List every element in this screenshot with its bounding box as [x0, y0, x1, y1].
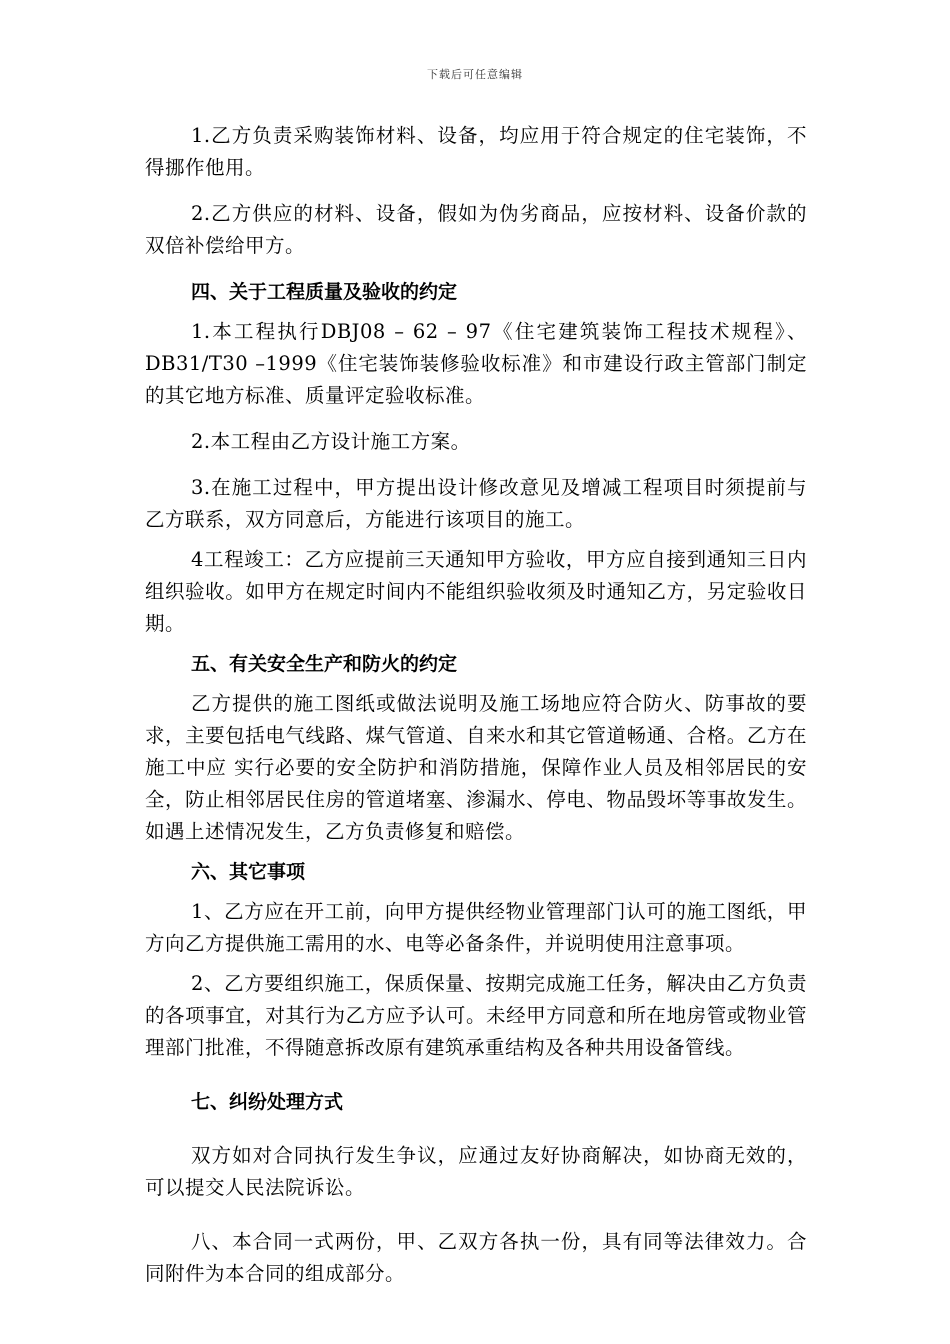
clause-design-plan: 2.本工程由乙方设计施工方案。 [191, 430, 471, 453]
clause-dispute-resolution: 双方如对合同执行发生争议，应通过友好协商解决，如协商无效的，可以提交人民法院诉讼。 [145, 1144, 807, 1199]
header-note: 下载后可任意编辑 [427, 68, 523, 81]
clause-construction-organization: 2、乙方要组织施工，保质保量、按期完成施工任务，解决由乙方负责的各项事宜，对其行为乙方应予认可。未经甲方同意和所在地房管或物业管理部门批准，不得随意拆改原有建筑承重结构及各种共用设备管线。 [145, 972, 807, 1059]
clause-design-changes: 3.在施工过程中，甲方提出设计修改意见及增减工程项目时须提前与乙方联系，双方同意后，方能进行该项目的施工。 [145, 476, 807, 531]
clause-materials-compensation: 2.乙方供应的材料、设备，假如为伪劣商品，应按材料、设备价款的双倍补偿给甲方。 [145, 202, 807, 257]
section-heading-disputes: 七、纠纷处理方式 [191, 1091, 344, 1113]
section-heading-other: 六、其它事项 [191, 861, 306, 883]
clause-drawings-utilities: 1、乙方应在开工前，向甲方提供经物业管理部门认可的施工图纸，甲方向乙方提供施工需用的水、电等必备条件，并说明使用注意事项。 [145, 900, 807, 955]
clause-materials-usage: 1.乙方负责采购装饰材料、设备，均应用于符合规定的住宅装饰，不得挪作他用。 [145, 124, 807, 179]
clause-safety-fire: 乙方提供的施工图纸或做法说明及施工场地应符合防火、防事故的要求，主要包括电气线路、煤气管道、自来水和其它管道畅通、合格。乙方在施工中应 实行必要的安全防护和消防措施，保障作业人员及相邻居民的安全，防止相邻居民住房的管道堵塞、渗漏水、停电、物品毁坏等事故发生。如遇上述情况发生，乙方负责修复和赔偿。 [145, 692, 807, 843]
section-heading-safety: 五、有关安全生产和防火的约定 [191, 653, 458, 675]
document-body [145, 120, 807, 1290]
clause-completion-acceptance: 4工程竣工：乙方应提前三天通知甲方验收，甲方应自接到通知三日内组织验收。如甲方在规定时间内不能组织验收须及时通知乙方，另定验收日期。 [145, 548, 807, 635]
clause-quality-standards: 1.本工程执行DBJ08 – 62 – 97《住宅建筑装饰工程技术规程》、DB31/T30 –1999《住宅装饰装修验收标准》和市建设行政主管部门制定的其它地方标准、质量评定验收标准。 [145, 320, 807, 407]
clause-contract-copies: 八、本合同一式两份，甲、乙双方各执一份，具有同等法律效力。合同附件为本合同的组成部分。 [145, 1230, 807, 1285]
section-heading-quality: 四、关于工程质量及验收的约定 [191, 281, 458, 303]
